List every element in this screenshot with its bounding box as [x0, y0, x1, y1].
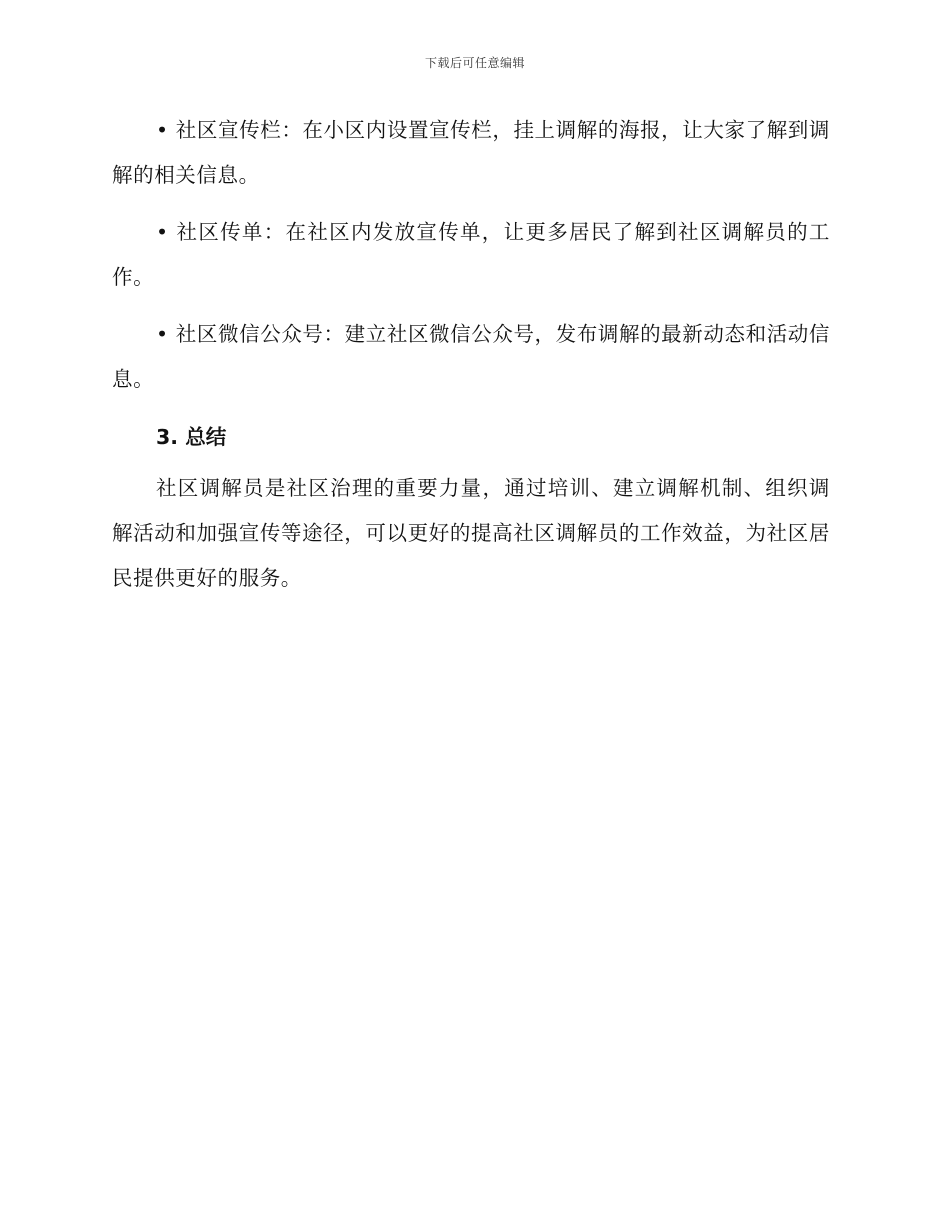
page-header: 下载后可任意编辑: [424, 56, 525, 70]
document-body: [112, 108, 830, 613]
bullet-paragraph-wechat: • 社区微信公众号：建立社区微信公众号，发布调解的最新动态和活动信息。: [112, 322, 830, 391]
summary-paragraph: 社区调解员是社区治理的重要力量，通过培训、建立调解机制、组织调解活动和加强宣传等途径，可以更好的提高社区调解员的工作效益，为社区居民提供更好的服务。: [112, 476, 830, 590]
bullet-paragraph-bulletin-board: • 社区宣传栏：在小区内设置宣传栏，挂上调解的海报，让大家了解到调解的相关信息。: [112, 118, 830, 187]
bullet-paragraph-flyers: • 社区传单：在社区内发放宣传单，让更多居民了解到社区调解员的工作。: [112, 220, 830, 289]
section-heading-summary: 3. 总结: [156, 425, 227, 449]
